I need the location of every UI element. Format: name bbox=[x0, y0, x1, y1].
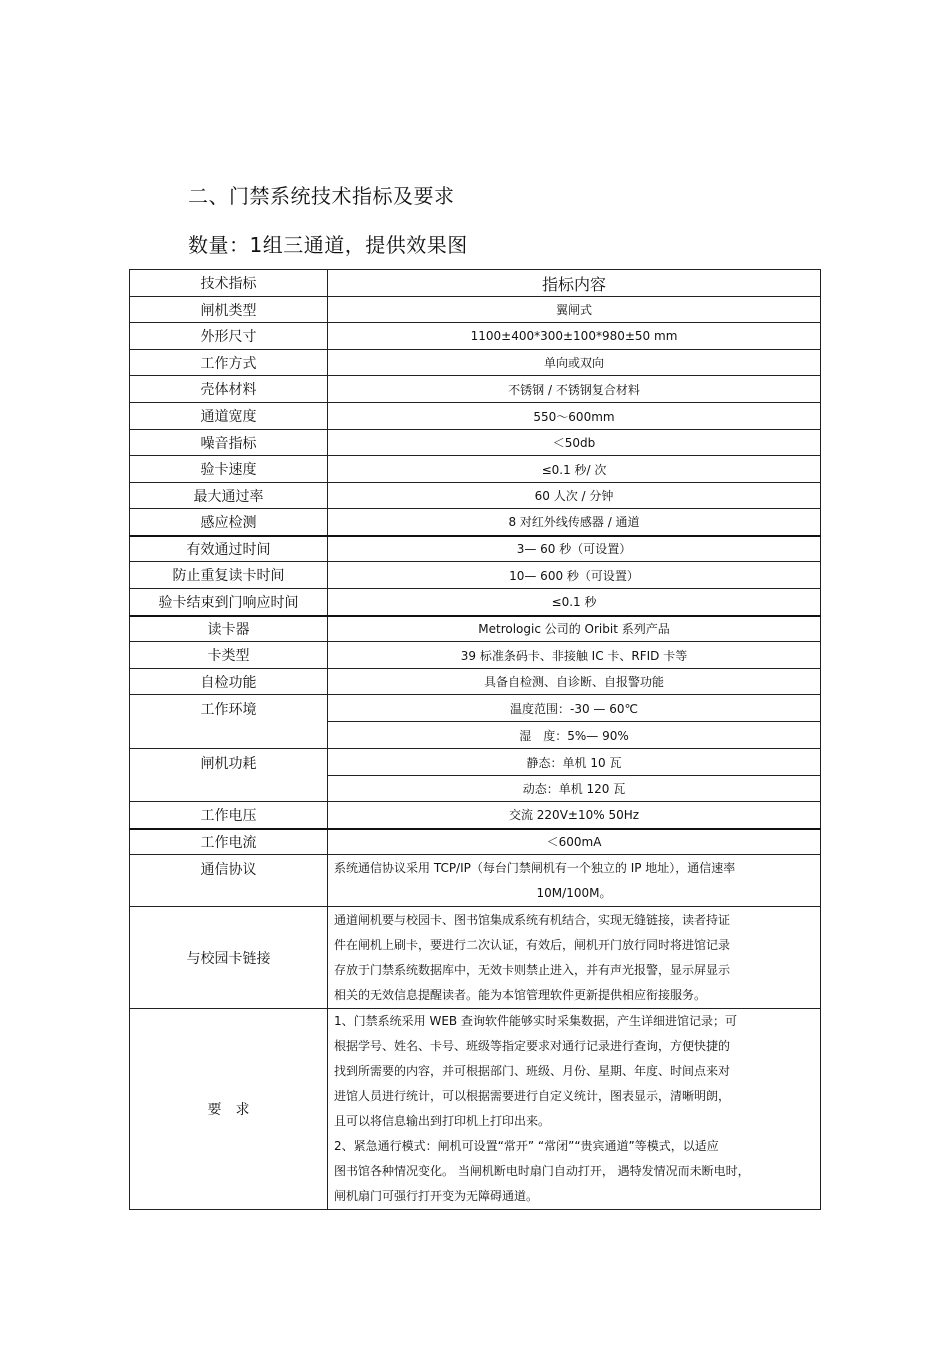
protocol-value bbox=[328, 855, 821, 907]
table-row-protocol bbox=[130, 855, 821, 907]
table-row bbox=[130, 403, 821, 430]
campus-key: 与校园卡链接 bbox=[130, 907, 328, 1009]
voltage-key: 工作电压 bbox=[130, 802, 328, 829]
table-row bbox=[130, 323, 821, 350]
row-value: ≤0.1 秒 bbox=[328, 589, 821, 616]
row-key: 工作方式 bbox=[130, 350, 328, 376]
row-value: 翼闸式 bbox=[328, 297, 821, 323]
table-row bbox=[130, 297, 821, 323]
env-line2: 湿 度：5%— 90% bbox=[328, 722, 821, 749]
row-value: Metrologic 公司的 Oribit 系列产品 bbox=[328, 616, 821, 642]
row-key: 卡类型 bbox=[130, 642, 328, 669]
row-value: 60 人次 / 分钟 bbox=[328, 483, 821, 509]
row-key: 噪音指标 bbox=[130, 430, 328, 456]
protocol-line1: 系统通信协议采用 TCP/IP（每台门禁闸机有一个独立的 IP 地址），通信速率 bbox=[334, 860, 736, 875]
table-row bbox=[130, 376, 821, 403]
row-key: 感应检测 bbox=[130, 509, 328, 536]
row-key: 验卡结束到门响应时间 bbox=[130, 589, 328, 616]
table-row bbox=[130, 642, 821, 669]
row-value: 1100±400*300±100*980±50 mm bbox=[328, 323, 821, 350]
campus-value bbox=[328, 907, 821, 1009]
requirements-line: 图书馆各种情况变化。 当闸机断电时扇门自动打开， 遇特发情况而未断电时， bbox=[334, 1164, 750, 1178]
requirements-line: 找到所需要的内容，并可根据部门、班级、月份、星期、年度、时间点来对 bbox=[334, 1064, 731, 1078]
row-value: ≤0.1 秒/ 次 bbox=[328, 456, 821, 483]
row-value: ＜50db bbox=[328, 430, 821, 456]
env-key: 工作环境 bbox=[130, 695, 328, 749]
quantity-line: 数量：1组三通道，提供效果图 bbox=[188, 233, 468, 257]
table-row bbox=[130, 562, 821, 589]
requirements-line: 且可以将信息输出到打印机上打印出来。 bbox=[334, 1114, 551, 1128]
row-value: 具备自检测、自诊断、自报警功能 bbox=[328, 669, 821, 695]
campus-line: 件在闸机上刷卡，要进行二次认证，有效后，闸机开门放行同时将进馆记录 bbox=[334, 937, 731, 952]
requirements-line: 根据学号、姓名、卡号、班级等指定要求对通行记录进行查询，方便快捷的 bbox=[334, 1039, 731, 1053]
table-row bbox=[130, 350, 821, 376]
row-value: 550～600mm bbox=[328, 403, 821, 430]
header-value: 指标内容 bbox=[328, 270, 821, 297]
power-line2: 动态：单机 120 瓦 bbox=[328, 776, 821, 802]
row-key: 自检功能 bbox=[130, 669, 328, 695]
requirements-value bbox=[328, 1009, 821, 1210]
table-row bbox=[130, 802, 821, 829]
current-key: 工作电流 bbox=[130, 829, 328, 855]
table-row bbox=[130, 536, 821, 562]
row-value: 8 对红外线传感器 / 通道 bbox=[328, 509, 821, 536]
current-value: ＜600mA bbox=[328, 829, 821, 855]
table-row bbox=[130, 616, 821, 642]
row-key: 有效通过时间 bbox=[130, 536, 328, 562]
row-value: 单向或双向 bbox=[328, 350, 821, 376]
power-line1: 静态：单机 10 瓦 bbox=[328, 749, 821, 776]
row-key: 壳体材料 bbox=[130, 376, 328, 403]
row-key: 读卡器 bbox=[130, 616, 328, 642]
table-row-env-1 bbox=[130, 695, 821, 722]
row-key: 最大通过率 bbox=[130, 483, 328, 509]
section-title: 二、门禁系统技术指标及要求 bbox=[188, 184, 455, 208]
voltage-value: 交流 220V±10% 50Hz bbox=[328, 802, 821, 829]
protocol-key: 通信协议 bbox=[130, 855, 328, 907]
requirements-line: 闸机扇门可强行打开变为无障碍通道。 bbox=[334, 1189, 539, 1203]
row-value: 10— 600 秒（可设置） bbox=[328, 562, 821, 589]
row-key: 通道宽度 bbox=[130, 403, 328, 430]
row-value: 不锈钢 / 不锈钢复合材料 bbox=[328, 376, 821, 403]
row-key: 防止重复读卡时间 bbox=[130, 562, 328, 589]
requirements-line: 1、门禁系统采用 WEB 查询软件能够实时采集数据，产生详细进馆记录；可 bbox=[334, 1014, 737, 1028]
campus-line: 通道闸机要与校园卡、图书馆集成系统有机结合，实现无缝链接，读者持证 bbox=[334, 912, 731, 927]
campus-line: 存放于门禁系统数据库中，无效卡则禁止进入，并有声光报警，显示屏显示 bbox=[334, 962, 731, 977]
table-row bbox=[130, 589, 821, 616]
row-value: 3— 60 秒（可设置） bbox=[328, 536, 821, 562]
spec-table bbox=[129, 269, 821, 1210]
power-key: 闸机功耗 bbox=[130, 749, 328, 802]
row-key: 闸机类型 bbox=[130, 297, 328, 323]
protocol-line2: 10M/100M。 bbox=[536, 885, 612, 900]
row-key: 外形尺寸 bbox=[130, 323, 328, 350]
row-value: 39 标准条码卡、非接触 IC 卡、RFID 卡等 bbox=[328, 642, 821, 669]
table-row-campus bbox=[130, 907, 821, 1009]
requirements-line: 2、紧急通行模式：闸机可设置“常开” “常闭”“贵宾通道”等模式，以适应 bbox=[334, 1139, 719, 1153]
table-row bbox=[130, 456, 821, 483]
row-key: 验卡速度 bbox=[130, 456, 328, 483]
requirements-key: 要 求 bbox=[130, 1009, 328, 1210]
table-row bbox=[130, 430, 821, 456]
env-line1: 温度范围：-30 — 60℃ bbox=[328, 695, 821, 722]
table-row bbox=[130, 829, 821, 855]
table-row bbox=[130, 669, 821, 695]
table-header-row bbox=[130, 270, 821, 297]
table-row bbox=[130, 483, 821, 509]
header-key: 技术指标 bbox=[130, 270, 328, 297]
campus-line: 相关的无效信息提醒读者。能为本馆管理软件更新提供相应衔接服务。 bbox=[334, 987, 707, 1002]
table-row-power-1 bbox=[130, 749, 821, 776]
requirements-line: 进馆人员进行统计，可以根据需要进行自定义统计，图表显示，清晰明朗， bbox=[334, 1089, 731, 1103]
table-row-requirements bbox=[130, 1009, 821, 1210]
table-row bbox=[130, 509, 821, 536]
